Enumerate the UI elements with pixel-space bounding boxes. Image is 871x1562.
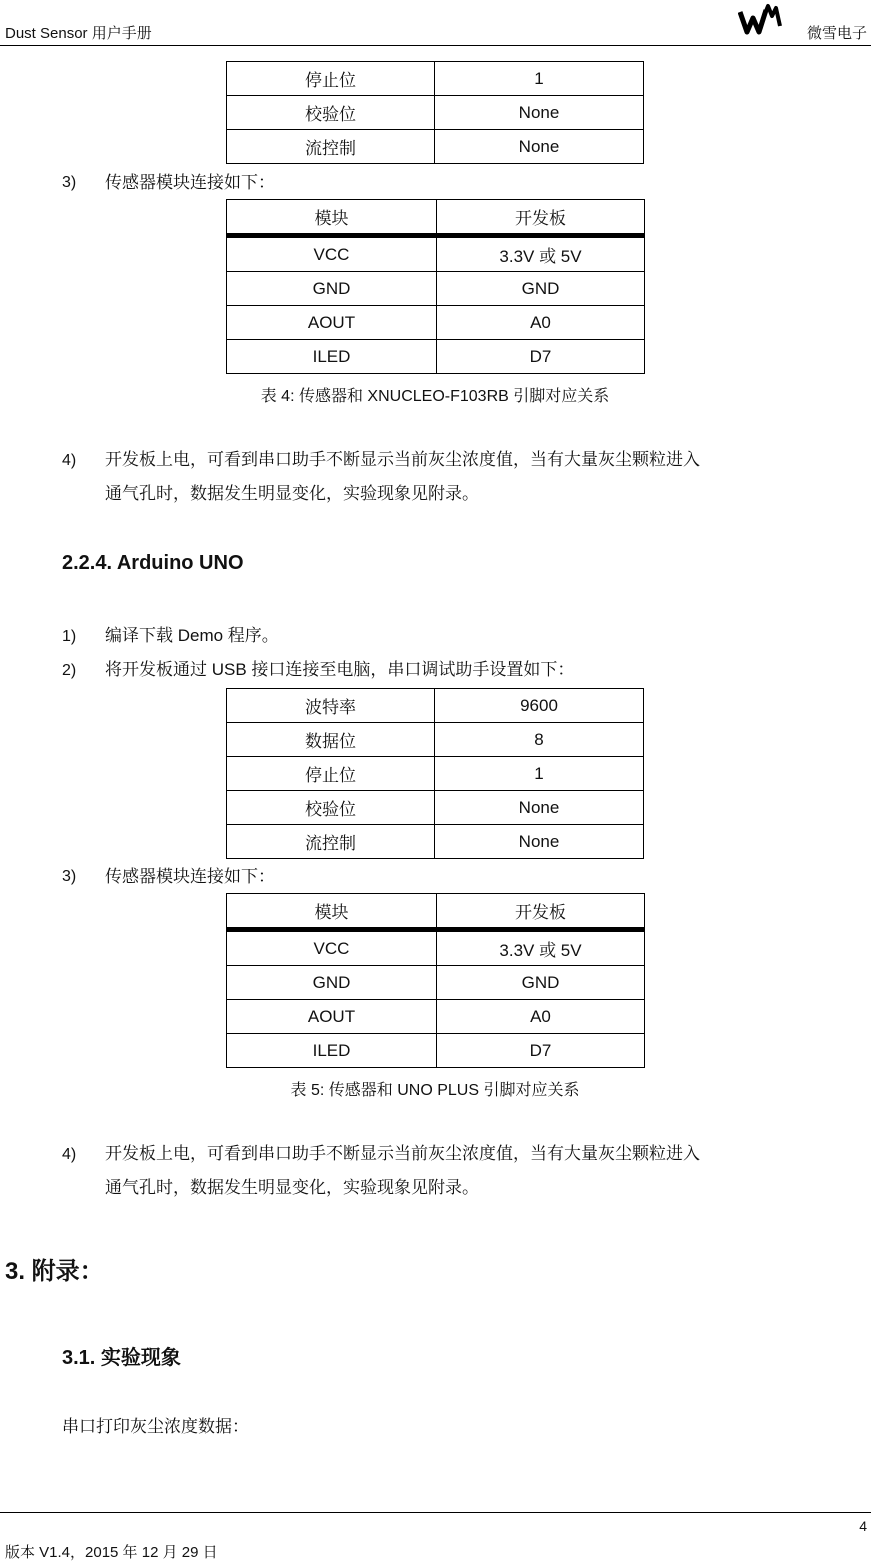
table-row: VCC 3.3V 或 5V	[227, 930, 645, 966]
table-header-row: 模块 开发板	[227, 894, 645, 930]
table-row: 数据位 8	[227, 723, 644, 757]
table-caption: 表 5: 传感器和 UNO PLUS 引脚对应关系	[290, 1082, 580, 1099]
table-row: 波特率 9600	[227, 689, 644, 723]
version-info: 版本 V1.4，2015 年 12 月 29 日	[5, 1544, 218, 1561]
table-row: 停止位 1	[227, 757, 644, 791]
serial-settings-table-continued	[226, 61, 644, 164]
list-item-text: 编译下载 Demo 程序。	[105, 626, 279, 645]
document-title: Dust Sensor 用户手册	[5, 25, 152, 42]
page-number: 4	[859, 1518, 867, 1534]
list-item-text: 传感器模块连接如下：	[105, 173, 275, 192]
header-divider	[0, 45, 871, 46]
table-row: ILED D7	[227, 340, 645, 374]
list-number: 4)	[62, 1146, 77, 1163]
table-row: GND GND	[227, 966, 645, 1000]
table-row: AOUT A0	[227, 306, 645, 340]
section-heading: 2.2.4. Arduino UNO	[62, 552, 244, 574]
table-caption: 表 4: 传感器和 XNUCLEO-F103RB 引脚对应关系	[260, 388, 610, 405]
table-row: ILED D7	[227, 1034, 645, 1068]
list-item-text: 传感器模块连接如下：	[105, 867, 275, 886]
appendix-heading: 3. 附录：	[5, 1258, 104, 1285]
table-row: VCC 3.3V 或 5V	[227, 236, 645, 272]
paragraph: 串口打印灰尘浓度数据：	[62, 1417, 249, 1436]
connection-table-nucleo	[226, 199, 645, 374]
paragraph-line: 开发板上电，可看到串口助手不断显示当前灰尘浓度值，当有大量灰尘颗粒进入	[105, 450, 700, 469]
paragraph-line: 通气孔时，数据发生明显变化，实验现象见附录。	[105, 484, 479, 503]
table-row: 停止位 1	[227, 62, 644, 96]
paragraph-line: 通气孔时，数据发生明显变化，实验现象见附录。	[105, 1178, 479, 1197]
paragraph-line: 开发板上电，可看到串口助手不断显示当前灰尘浓度值，当有大量灰尘颗粒进入	[105, 1144, 700, 1163]
list-number: 3)	[62, 868, 77, 885]
table-row: 校验位 None	[227, 96, 644, 130]
connection-table-uno	[226, 893, 645, 1068]
table-row: AOUT A0	[227, 1000, 645, 1034]
company-name: 微雪电子	[806, 25, 867, 42]
list-number: 3)	[62, 174, 77, 191]
table-row: 流控制 None	[227, 825, 644, 859]
list-number: 2)	[62, 662, 77, 679]
list-item-text: 将开发板通过 USB 接口连接至电脑，串口调试助手设置如下：	[105, 660, 575, 679]
serial-settings-table	[226, 688, 644, 859]
table-row: 校验位 None	[227, 791, 644, 825]
waveshare-logo-icon	[738, 2, 784, 40]
footer-divider	[0, 1512, 871, 1513]
table-row: GND GND	[227, 272, 645, 306]
list-number: 4)	[62, 452, 77, 469]
subsection-heading: 3.1. 实验现象	[62, 1347, 181, 1369]
table-header-row: 模块 开发板	[227, 200, 645, 236]
list-number: 1)	[62, 628, 77, 645]
table-row: 流控制 None	[227, 130, 644, 164]
